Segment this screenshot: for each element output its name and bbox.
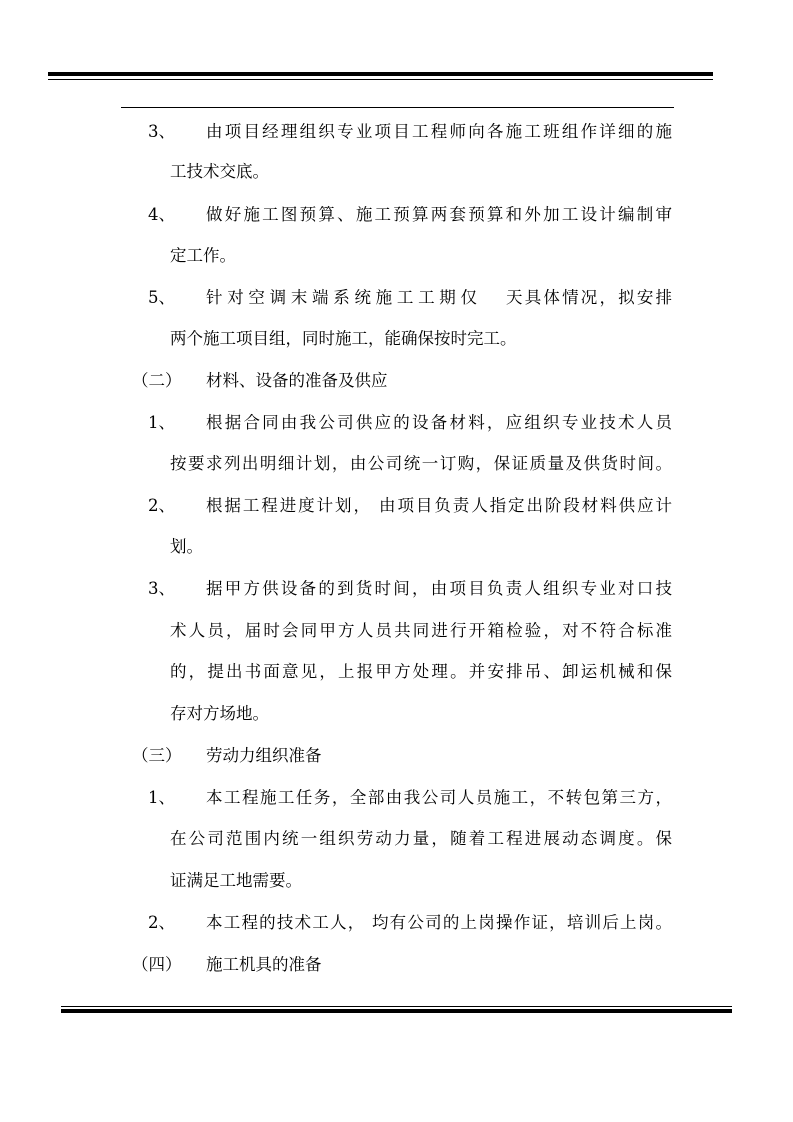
item-number: 4、 — [148, 205, 175, 224]
item-text: 据甲方供设备的到货时间，由项目负责人组织专业对口技 — [206, 579, 672, 598]
item-number: 1、 — [148, 413, 175, 432]
item-text: 根据合同由我公司供应的设备材料，应组织专业技术人员 — [206, 413, 672, 432]
item-number: 1、 — [148, 788, 175, 807]
item-text: 根据工程进度计划， 由项目负责人指定出阶段材料供应计 — [206, 496, 672, 515]
item-text: 在公司范围内统一组织劳动力量，随着工程进展动态调度。保 — [170, 829, 672, 848]
item-text: 工技术交底。 — [170, 162, 269, 181]
item-text: 两个施工项目组，同时施工，能确保按时完工。 — [170, 329, 517, 348]
header-rule-thick — [48, 72, 713, 76]
item-text: 本工程的技术工人， 均有公司的上岗操作证，培训后上岗。 — [206, 913, 672, 932]
item-text: 证满足工地需要。 — [170, 871, 302, 890]
item-text: 定工作。 — [170, 246, 236, 265]
item-number: 5、 — [148, 288, 175, 307]
item-number: 3、 — [148, 579, 175, 598]
section-number: （二） — [132, 371, 182, 390]
section-title: 材料、设备的准备及供应 — [206, 371, 388, 390]
section-number: （四） — [132, 955, 182, 974]
item-text: 划。 — [170, 537, 203, 556]
item-text: 存对方场地。 — [170, 704, 269, 723]
item-text: 本工程施工任务，全部由我公司人员施工，不转包第三方， — [206, 788, 672, 807]
item-text: 按要求列出明细计划，由公司统一订购，保证质量及供货时间。 — [170, 454, 672, 473]
section-title: 施工机具的准备 — [206, 955, 322, 974]
item-text: 做好施工图预算、施工预算两套预算和外加工设计编制审 — [206, 205, 672, 224]
item-number: 3、 — [148, 122, 175, 141]
header-sub-rule — [121, 107, 674, 108]
item-text: 由项目经理组织专业项目工程师向各施工班组作详细的施 — [206, 122, 672, 141]
item-text: 天具体情况，拟安排 — [506, 288, 672, 307]
section-title: 劳动力组织准备 — [206, 746, 322, 765]
footer-rule-thick — [61, 1009, 732, 1013]
footer-rule-thin — [61, 1006, 732, 1007]
section-number: （三） — [132, 746, 182, 765]
item-text: 术人员，届时会同甲方人员共同进行开箱检验，对不符合标准 — [170, 621, 672, 640]
item-text: 的，提出书面意见，上报甲方处理。并安排吊、卸运机械和保 — [170, 662, 672, 681]
item-text: 针对空调末端系统施工工期仅 — [206, 288, 477, 307]
header-rule-thin — [48, 79, 713, 80]
item-number: 2、 — [148, 913, 175, 932]
item-number: 2、 — [148, 496, 175, 515]
